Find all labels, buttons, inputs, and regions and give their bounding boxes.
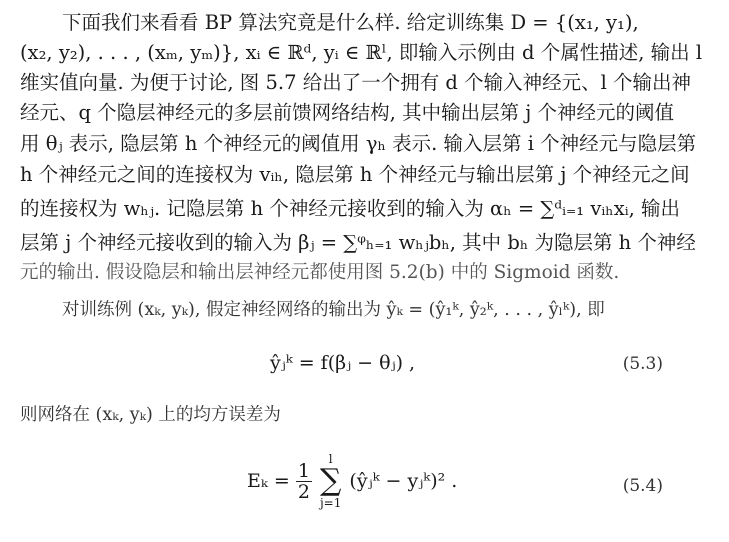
paragraph-line-3: 维实值向量. 为便于讨论, 图 5.7 给出了一个拥有 d 个输入神经元、l 个输出神 (20, 71, 692, 94)
eq54-sum-symbol: ∑ (319, 463, 342, 498)
eq54-sum-upper: l (328, 452, 333, 466)
paragraph-line-4: 经元、q 个隐层神经元的多层前馈网络结构, 其中输出层第 j 个神经元的阈值 (20, 101, 675, 124)
paragraph-line-2: (x₂, y₂), . . . , (xₘ, yₘ)}, xᵢ ∈ ℝᵈ, yᵢ ∈ ℝˡ, 即输入示例由 d 个属性描述, 输出 l (20, 41, 703, 64)
paragraph-line-6: h 个神经元之间的连接权为 vᵢₕ, 隐层第 h 个神经元与输出层第 j 个神经元之间 (20, 163, 690, 186)
eq54-fraction-numerator: 1 (297, 459, 310, 482)
equation-number-5-3: (5.3) (622, 354, 663, 374)
eq54-fraction (296, 461, 312, 502)
paragraph-line-8: 层第 j 个神经元接收到的输入为 βⱼ = ∑ᵠₕ₌₁ wₕⱼbₕ, 其中 bₕ 为隐层第 h 个神经 (20, 231, 696, 254)
paragraph-line-1: 下面我们来看看 BP 算法究竟是什么样. 给定训练集 D = {(x₁, y₁), (62, 11, 639, 34)
paragraph-3: 则网络在 (xₖ, yₖ) 上的均方误差为 (20, 405, 281, 425)
paragraph-line-9: 元的输出. 假设隐层和输出层神经元都使用图 5.2(b) 中的 Sigmoid 函数. (20, 262, 620, 283)
paragraph-2: 对训练例 (xₖ, yₖ), 假定神经网络的输出为 ŷₖ = (ŷ₁ᵏ, ŷ₂ᵏ, . . . , ŷₗᵏ), 即 (62, 300, 605, 320)
eq54-summation (320, 452, 341, 510)
equation-number-5-4: (5.4) (622, 476, 663, 496)
eq54-sum-lower: j=1 (319, 496, 342, 510)
eq54-body: (ŷⱼᵏ − yⱼᵏ)² . (349, 470, 458, 492)
eq54-lhs: Eₖ = (247, 470, 290, 492)
eq54-fraction-denominator: 2 (297, 480, 310, 503)
paragraph-line-7: 的连接权为 wₕⱼ. 记隐层第 h 个神经元接收到的输入为 αₕ = ∑ᵈᵢ₌₁ vᵢₕxᵢ, 输出 (20, 197, 681, 220)
equation-5-4 (247, 452, 457, 510)
equation-5-3: ŷⱼᵏ = f(βⱼ − θⱼ) , (270, 352, 416, 374)
paragraph-line-5: 用 θⱼ 表示, 隐层第 h 个神经元的阈值用 γₕ 表示. 输入层第 i 个神经元与隐层第 (20, 132, 697, 155)
